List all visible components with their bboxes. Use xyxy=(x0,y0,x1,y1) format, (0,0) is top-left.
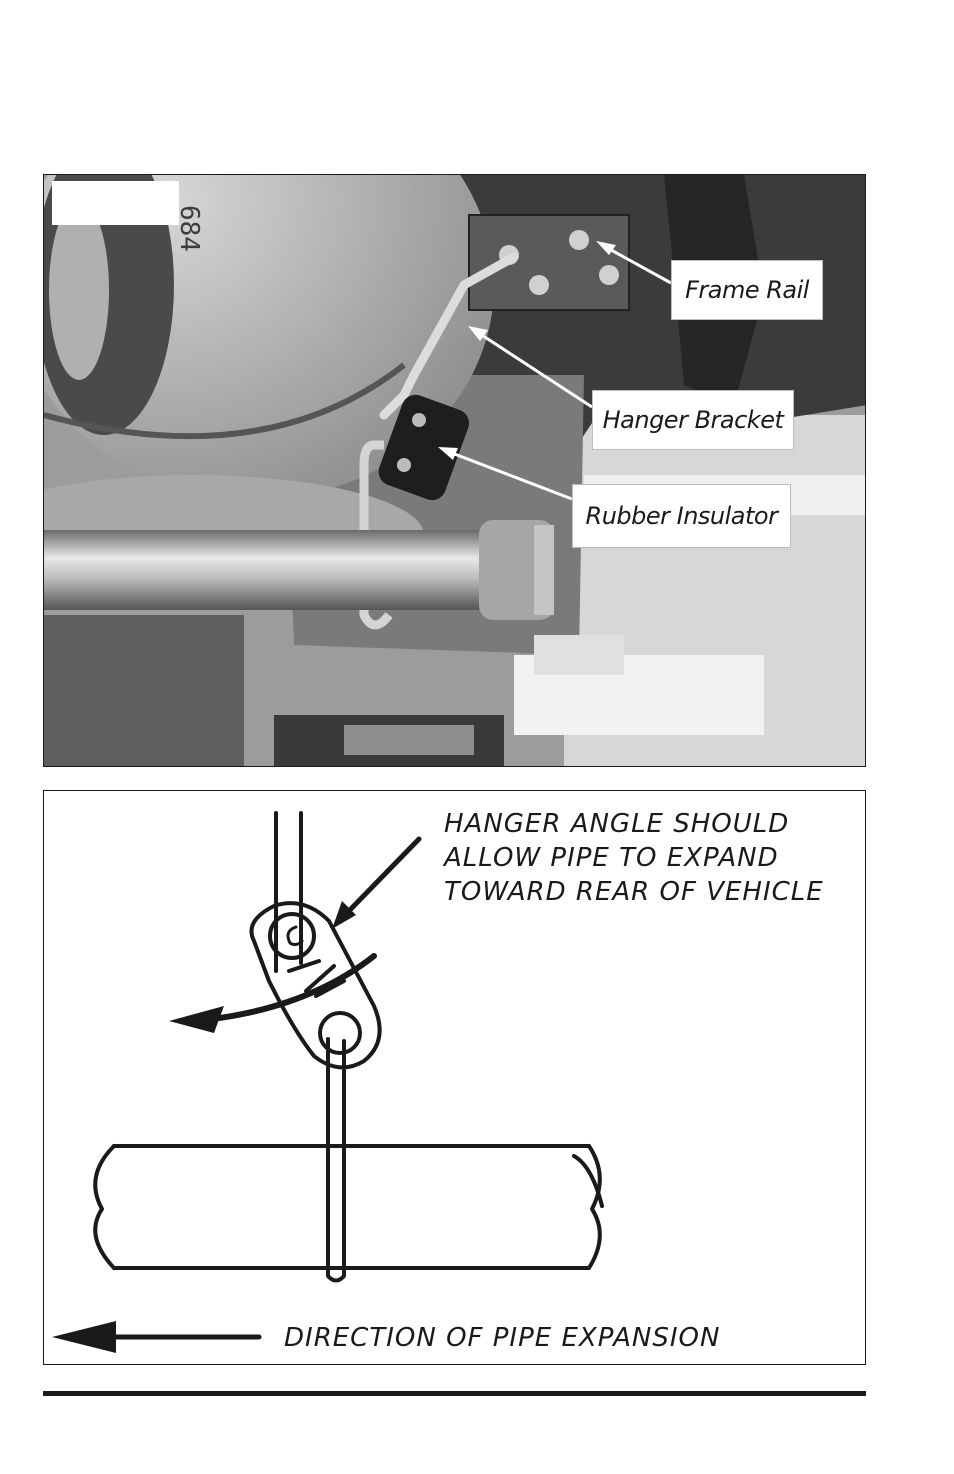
hanger-angle-note xyxy=(444,807,824,909)
tire-marking-text: 684 xyxy=(174,205,204,252)
installation-photo xyxy=(43,174,866,767)
note-line-3: TOWARD REAR OF VEHICLE xyxy=(444,877,824,907)
pipe-right-end xyxy=(589,1146,600,1268)
direction-label: DIRECTION OF PIPE EXPANSION xyxy=(284,1323,721,1353)
direction-arrowhead xyxy=(52,1321,116,1353)
note-pointer-line xyxy=(344,839,419,916)
rotation-arrowhead xyxy=(169,1006,224,1033)
bottom-rule xyxy=(43,1391,866,1396)
rubber-insulator-label: Rubber Insulator xyxy=(572,484,791,548)
note-line-2: ALLOW PIPE TO EXPAND xyxy=(444,843,779,873)
pipe-left-end xyxy=(95,1146,114,1268)
hanger-bracket-label: Hanger Bracket xyxy=(592,390,794,450)
lower-hanger-rod xyxy=(328,1039,344,1281)
hanger-diagram xyxy=(43,790,866,1365)
note-line-1: HANGER ANGLE SHOULD xyxy=(444,809,790,839)
frame-rail-label: Frame Rail xyxy=(671,260,823,320)
